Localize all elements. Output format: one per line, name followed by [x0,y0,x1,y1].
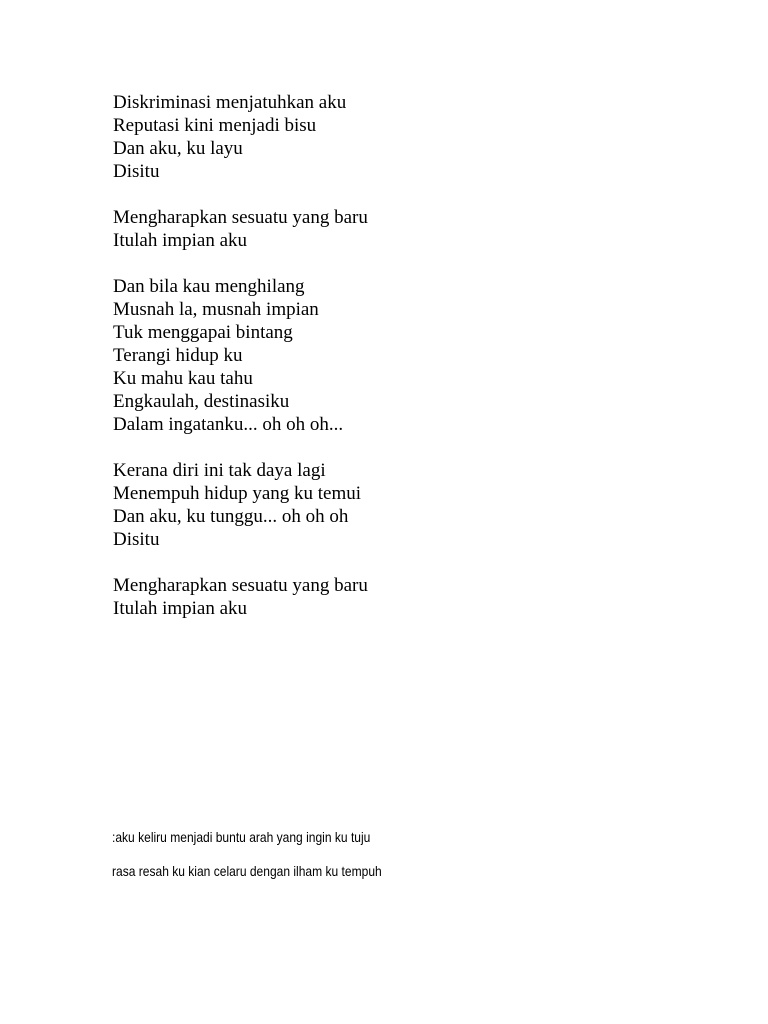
footnotes [112,828,382,896]
lyric-line: Tuk menggapai bintang [113,322,293,343]
lyric-line: Dan bila kau menghilang [113,276,305,297]
lyric-line: Engkaulah, destinasiku [113,391,290,412]
lyric-line: Diskriminasi menjatuhkan aku [113,92,347,113]
lyric-line: Disitu [113,529,160,550]
lyric-line: Dan aku, ku layu [113,138,243,159]
lyric-line: Terangi hidup ku [113,345,243,366]
lyric-line: Kerana diri ini tak daya lagi [113,460,326,481]
lyric-line: Ku mahu kau tahu [113,368,253,389]
stanza-4 [113,459,368,551]
lyrics-body [113,91,368,620]
lyric-line: Dalam ingatanku... oh oh oh... [113,414,344,435]
lyric-line: Itulah impian aku [113,230,248,251]
stanza-3 [113,275,368,436]
lyric-line: Mengharapkan sesuatu yang baru [113,207,368,228]
note-line: rasa resah ku kian celaru dengan ilham ku tempuh [112,863,382,879]
stanza-2 [113,206,368,252]
lyric-line: Itulah impian aku [113,598,248,619]
lyric-line: Mengharapkan sesuatu yang baru [113,575,368,596]
lyric-line: Disitu [113,161,160,182]
note-line: :aku keliru menjadi buntu arah yang ingin ku tuju [112,829,371,845]
lyric-line: Dan aku, ku tunggu... oh oh oh [113,506,349,527]
stanza-5 [113,574,368,620]
lyric-line: Reputasi kini menjadi bisu [113,115,317,136]
lyric-line: Musnah la, musnah impian [113,299,319,320]
stanza-1 [113,91,368,183]
lyric-line: Menempuh hidup yang ku temui [113,483,362,504]
